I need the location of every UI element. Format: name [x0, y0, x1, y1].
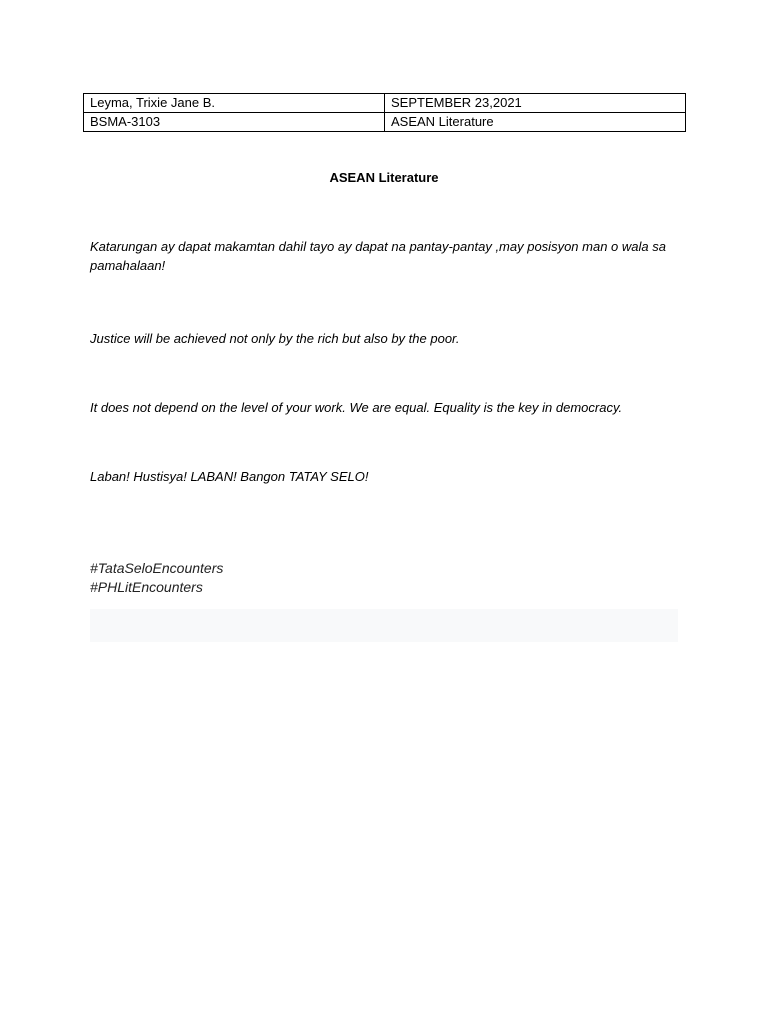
paragraph-equality: It does not depend on the level of your work. We are equal. Equality is the key in democracy.	[90, 400, 623, 415]
paragraph-justice: Justice will be achieved not only by the rich but also by the poor.	[90, 331, 460, 346]
subject-cell: ASEAN Literature	[385, 113, 686, 132]
document-title: ASEAN Literature	[329, 170, 439, 185]
paragraph-filipino: Katarungan ay dapat makamtan dahil tayo ay dapat na pantay-pantay ,may posisyon man o wala sa pamahalaan!	[90, 239, 666, 273]
header-info-table	[83, 93, 686, 132]
student-name-cell: Leyma, Trixie Jane B.	[84, 94, 385, 113]
header-row-section-subject	[84, 113, 686, 132]
hashtag-tataselo: #TataSeloEncounters	[90, 560, 224, 576]
hashtag-phlit: #PHLitEncounters	[90, 579, 203, 595]
paragraph-laban: Laban! Hustisya! LABAN! Bangon TATAY SELO!	[90, 469, 369, 484]
hashtag-block	[90, 559, 223, 597]
section-cell: BSMA-3103	[84, 113, 385, 132]
header-row-name-date	[84, 94, 686, 113]
empty-gray-box	[90, 609, 678, 642]
date-cell: SEPTEMBER 23,2021	[385, 94, 686, 113]
